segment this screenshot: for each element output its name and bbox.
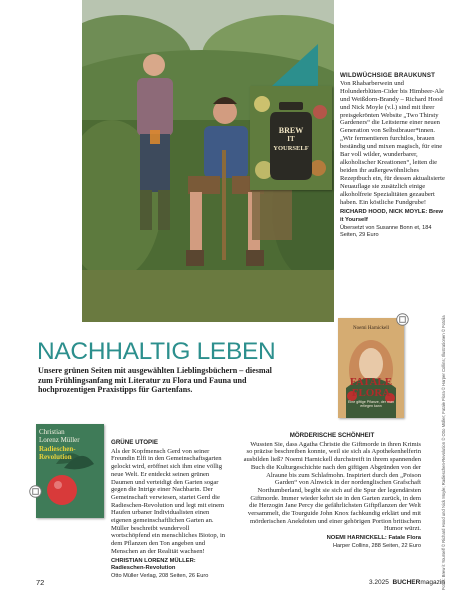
book-badge-icon (396, 313, 409, 326)
accent-triangle-shape (272, 44, 318, 86)
review-green-utopia (111, 439, 229, 581)
photo-credit (441, 315, 449, 590)
photo-credit-text: Fotos: Brew it Yourself © Richard Hood und Nick Moyle; Radieschen-Revolution © Otto Müller; Fatale Flora © Harper Collins; Illustrationen © Fotolia (441, 315, 446, 590)
radieschen-author-line2: Lorenz Müller (39, 436, 80, 444)
col2-text: Wussten Sie, dass Agatha Christie die Giftmorde in ihren Krimis so präzise beschreiben konnte, weil sie sich als Apothekenhelferin ausbilden ließ? Noemi Harnickell durchstreift in ihrem spannenden Buch die Kulturgeschichte nach den giftigen Abgründen von der Alraune bis zum Schlafmohn. Inspiriert durch den „Poison Garden“ von Alnwick in der nordenglischen Grafschaft Northumberland, begibt sie sich auf die Spur der legendärsten Giftmorde. Immer wieder kehrt sie in den Garten zurück, in dem die Herzogin Jane Percy die gefährlichsten Giftpflanzen der Welt versammelt, die Tourguide John Knox fachkundig erklärt und mit mörderischen Anekdoten und einer gehörigen Portion britischem Humor würzt. (243, 440, 421, 533)
page-title: NACHHALTIG LEBEN (37, 338, 276, 365)
col1-meta: Otto Müller Verlag, 208 Seiten, 26 Euro (111, 572, 209, 579)
col2-author: NOEMI HARNICKELL: Fatale Flora (326, 535, 421, 542)
brew-title-line3: YOURSELF (273, 145, 309, 152)
flora-subtitle: Eine giftige Pflanze, der man erliegen kann (348, 400, 394, 409)
issue-info (369, 579, 445, 586)
magazine-name-bold: BUCHER (392, 579, 421, 586)
flora-title-line1: FATALE (349, 376, 393, 388)
book-cover-fatale-flora (338, 318, 404, 418)
col2-kicker: MÖRDERISCHE SCHÖNHEIT (289, 432, 375, 439)
book-cover-radieschen-revolution (36, 424, 104, 518)
photo-caption (340, 72, 448, 239)
flora-author: Noemi Harnickell (353, 326, 389, 331)
review-murderous-beauty (243, 432, 421, 551)
col1-text: Als der Kopfmensch Gerd von seiner Freundin Elfi in den Gemeinschaftsgarten gelockt wird, eröffnet sich ihm eine völlig neue Welt. Er entdeckt seinen grünen Daumen und verteidigt den Garten sogar gegen die Intrige einer Nachbarin. Der Gemeinschaft verwiesen, startet Gerd die Radieschen-Revolution und legt mit einem Haufen urbaner Individualisten einen eigenen gemeinschaftlichen Garten an. Müller beschreibt wundervoll wortschöpfend ein menschliches Biotop, in dem Pflanzen den Ton angeben und Menschen an der Realität wachsen! (111, 447, 226, 555)
col2-meta: Harper Collins, 288 Seiten, 22 Euro (333, 542, 421, 549)
page-number: 72 (36, 578, 45, 587)
radieschen-title-line1: Radieschen- (39, 445, 76, 453)
caption-author: RICHARD HOOD, NICK MOYLE: Brew it Yourself (340, 209, 444, 224)
brew-title-line2: IT (287, 135, 295, 143)
col1-author: CHRISTIAN LORENZ MÜLLER: Radieschen-Revolution (111, 557, 196, 572)
caption-meta: Übersetzt von Susanne Bonn et, 184 Seiten, 29 Euro (340, 225, 432, 239)
flora-title-line2: FLORA (351, 387, 391, 399)
book-badge-icon (29, 485, 42, 498)
book-cover-brew-it-yourself (250, 86, 332, 190)
caption-text: Von Rhabarberwein und Holunderblüten-Cider bis Himbeer-Ale und Weißdorn-Brandy – Richard Hood und Nick Moyle (v.l.) sind mit ihrer preisgekrönten Website „Two Thirsty Gardeners“ die Leitsterne einer neuen Generation von Selbstbrauer*innen. „Wir fermentieren furchtlos, brauen beständig und mixen magisch, für eine Bar voll wilder, wunderbarer, alkoholischer Kreationen“, leiten die beiden ihr außergewöhnliches Rezeptbuch ein, für dessen aktualisierte Neuauflage sie zusätzlich einige alkoholfreie Spezialitäten gezaubert haben. Ein köstliche Fundgrube! (340, 79, 445, 206)
article-intro: Unsere grünen Seiten mit ausgewählten Lieblingsbüchern – diesmal zum Frühlingsanfang mit Literatur zu Flora und Fauna und hochprozentigen Praxistipps für Gartenfans. (38, 366, 272, 395)
magazine-name-rest: magazin (420, 579, 445, 586)
issue-date: 3.2025 (369, 579, 389, 586)
radieschen-author-line1: Christian (39, 428, 65, 436)
col1-kicker: GRÜNE UTOPIE (111, 439, 158, 446)
radieschen-title-line2: Revolution (39, 453, 72, 461)
brew-title-line1: BREW (278, 126, 304, 135)
caption-kicker: WILDWÜCHSIGE BRAUKUNST (340, 72, 436, 79)
